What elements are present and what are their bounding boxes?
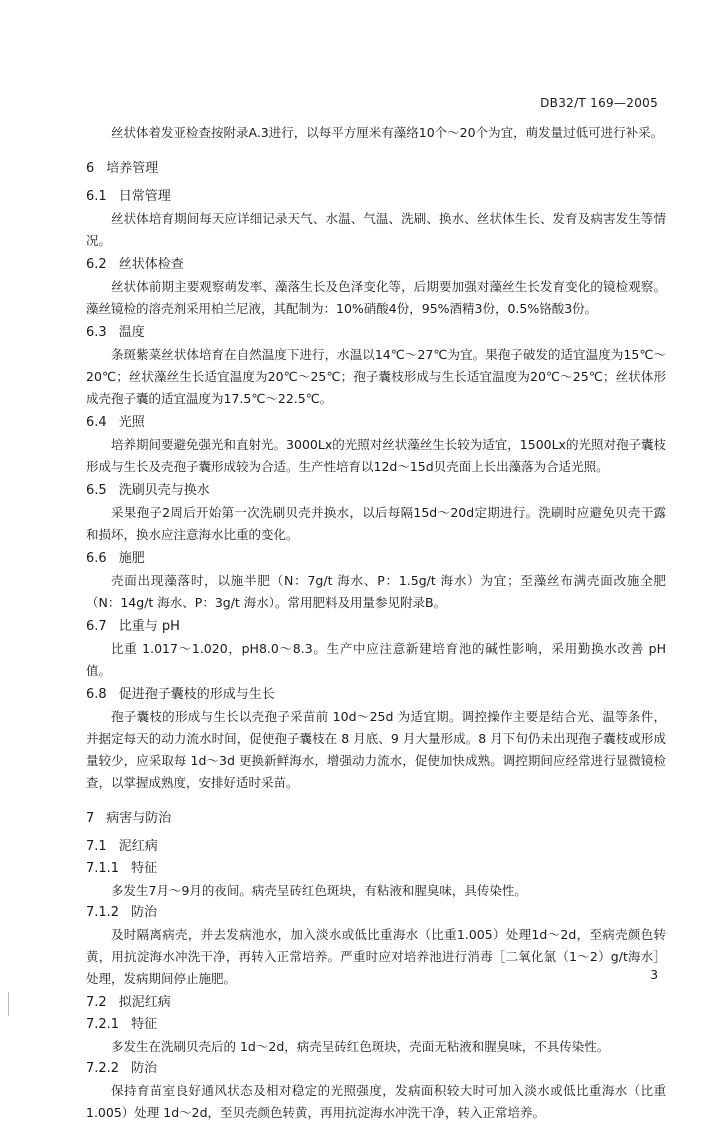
subsection-text: 采果孢子2周后开始第一次洗刷贝壳并换水，以后每隔15d～20d定期进行。洗刷时应避免贝壳干露和损坏，换水应注意海水比重的变化。 [86,505,666,542]
subsection-number: 6.6 [86,551,107,566]
item-heading [86,902,666,924]
subsection-text: 壳面出现藻落时，以施半肥（N：7g/t 海水、P：1.5g/t 海水）为宜；至藻丝布满壳面改施全肥（N：14g/t 海水、P：3g/t 海水）。常用肥料及用量参见附录B。 [86,573,666,610]
subsection-number: 6.8 [86,687,107,702]
subsection-number: 6.2 [86,257,107,272]
item-text: 多发生在洗刷贝壳后的 1d～2d，病壳呈砖红色斑块，壳面无粘液和腥臭味，不具传染性。 [111,1039,610,1054]
item-heading [86,858,666,880]
item-number: 7.2.2 [86,1061,120,1076]
subsection-text: 条斑紫菜丝状体培育在自然温度下进行，水温以14℃～27℃为宜。果孢子破发的适宜温度为15℃～20℃；丝状藻丝生长适宜温度为20℃～25℃；孢子囊枝形成与生长适宜温度为20℃～25℃；丝状体形成壳孢子囊的适宜温度为17.5℃～22.5℃。 [86,347,666,406]
subsection-number: 7.2 [86,995,107,1010]
section-title: 培养管理 [106,161,159,176]
item-number: 7.1.1 [86,861,120,876]
subsection-text: 丝状体培育期间每天应详细记录天气、水温、气温、洗刷、换水、丝状体生长、发育及病害发生等情况。 [86,211,666,248]
subsection-title: 温度 [118,325,145,340]
subsection-title: 拟泥红病 [118,995,171,1010]
subsection-number: 6.7 [86,619,107,634]
section-number: 7 [86,811,95,826]
subsection-number: 6.3 [86,325,107,340]
subsection-title: 光照 [118,415,145,430]
item-heading [86,1014,666,1036]
page-number: 3 [650,968,658,982]
section-number: 6 [86,161,95,176]
subsection-title: 泥红病 [118,839,158,854]
item-text: 及时隔离病壳，并去发病池水，加入淡水或低比重海水（比重1.005）处理1d～2d，至病壳颜色转黄，用抗淀海水冲洗干净，再转入正常培养。严重时应对培养池进行消毒［二氧化氯（1～2）g/t海水］处理，发病期间停止施肥。 [86,927,666,986]
section-heading [86,808,666,830]
subsection-heading [86,616,666,638]
subsection-text: 培养期间要避免强光和直射光。3000Lx的光照对丝状藻丝生长较为适宜，1500Lx的光照对孢子囊枝形成与生长及壳孢子囊形成较为合适。生产性培育以12d～15d贝壳面上长出藻落为合适光照。 [86,437,666,474]
subsection-title: 洗刷贝壳与换水 [118,483,210,498]
scan-edge-mark [8,992,9,1016]
subsection-heading [86,836,666,858]
subsection-title: 施肥 [118,551,145,566]
subsection-title: 促进孢子囊枝的形成与生长 [118,687,275,702]
intro-paragraph: 丝状体着发亚检查按附录A.3进行，以每平方厘米有藻络10个～20个为宜，萌发量过低可进行补采。 [111,125,664,140]
subsection-text: 丝状体前期主要观察萌发率、藻落生长及色泽变化等，后期要加强对藻丝生长发育变化的镜检观察。藻丝镜检的溶壳剂采用柏兰尼液，其配制为：10%硝酸4份，95%酒精3份，0.5%铬酸3份。 [86,279,666,316]
subsection-heading [86,480,666,502]
item-title: 特征 [131,1017,158,1032]
subsection-title: 日常管理 [118,189,171,204]
item-number: 7.2.1 [86,1017,120,1032]
item-text: 保持育苗室良好通风状态及相对稳定的光照强度，发病面积较大时可加入淡水或低比重海水（比重 1.005）处理 1d～2d，至贝壳颜色转黄，再用抗淀海水冲洗干净，转入正常培养。 [86,1083,666,1120]
subsection-text: 比重 1.017～1.020，pH8.0～8.3。生产中应注意新建培育池的碱性影响，采用勤换水改善 pH 值。 [86,641,666,678]
item-heading [86,1058,666,1080]
section-heading [86,158,666,180]
item-title: 特征 [131,861,158,876]
subsection-heading [86,412,666,434]
subsection-title: 丝状体检查 [118,257,184,272]
subsection-heading [86,322,666,344]
item-title: 防治 [131,905,158,920]
subsection-heading [86,254,666,276]
subsection-heading [86,186,666,208]
section-title: 病害与防治 [106,811,172,826]
subsection-number: 6.4 [86,415,107,430]
subsection-text: 孢子囊枝的形成与生长以壳孢子采苗前 10d～25d 为适宜期。调控操作主要是结合光、温等条件，并据定每天的动力流水时间，促使孢子囊枝在 8 月底、9 月大量形成。8 月下旬仍未出现孢子囊枝或形成量较少，应采取每 1d～3d 更换新鲜海水，增强动力流水，促使加快成熟。调控期间应经常进行显微镜检查，以掌握成熟度，安排好适时采苗。 [86,709,666,790]
subsection-heading [86,684,666,706]
subsection-title: 比重与 pH [118,619,180,634]
subsection-number: 6.1 [86,189,107,204]
item-title: 防治 [131,1061,158,1076]
subsection-number: 6.5 [86,483,107,498]
item-number: 7.1.2 [86,905,120,920]
subsection-heading [86,992,666,1014]
subsection-heading [86,548,666,570]
standard-code: DB32/T 169—2005 [540,96,658,110]
document-body [86,122,666,1124]
subsection-number: 7.1 [86,839,107,854]
item-text: 多发生7月～9月的夜间。病壳呈砖红色斑块，有粘液和腥臭味，具传染性。 [111,883,527,898]
